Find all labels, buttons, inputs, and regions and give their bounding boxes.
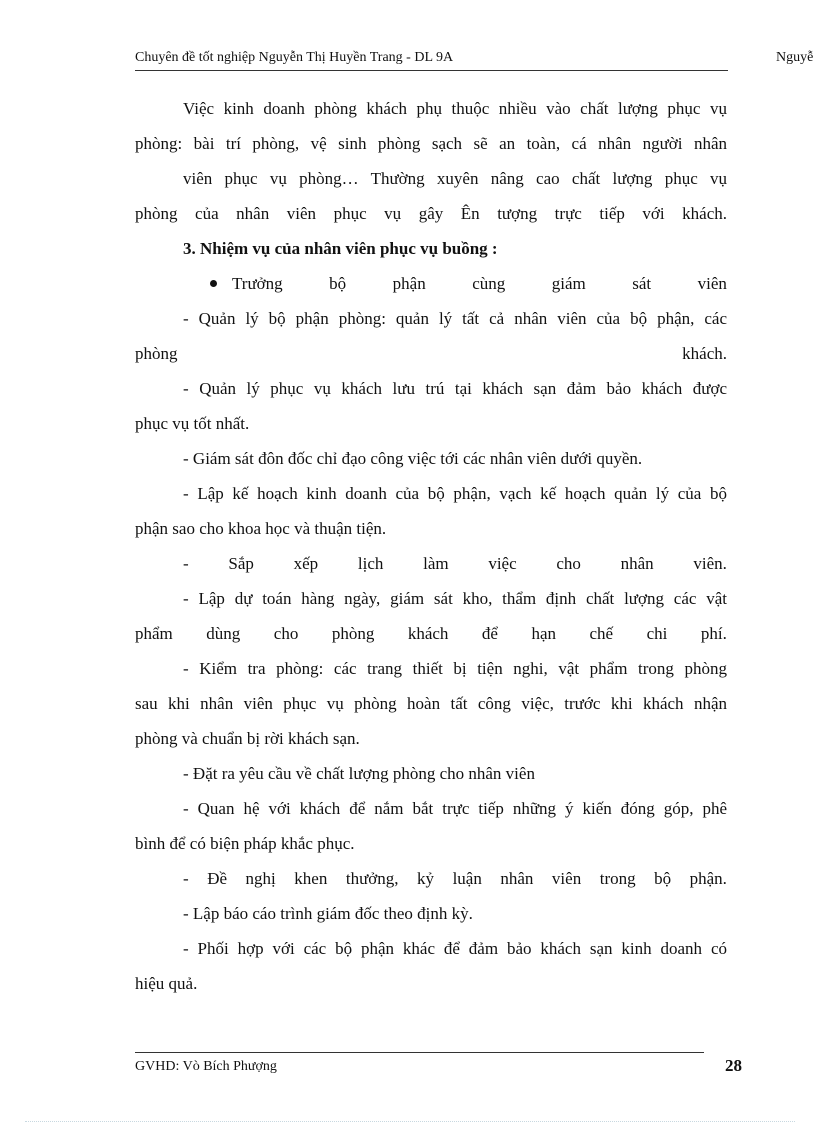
- word: chi: [646, 624, 668, 643]
- word: phận.: [689, 869, 727, 888]
- duty-line: - Lập báo cáo trình giám đốc theo định kỳ.: [183, 904, 473, 923]
- bullet-word: phận: [392, 274, 426, 293]
- word: lịch: [357, 554, 384, 573]
- word: phẩm: [135, 624, 173, 643]
- page-header: Chuyên đề tốt nghiệp Nguyễn Thị Huyền Trang - DL 9A: [135, 48, 728, 71]
- duty-line: hiệu quả.: [135, 974, 198, 993]
- page-number: 28: [725, 1056, 742, 1075]
- duty-line: sau khi nhân viên phục vụ phòng hoàn tất công việc, trước khi khách nhận: [135, 694, 727, 713]
- word: làm: [423, 554, 449, 573]
- duty-line: phục vụ tốt nhất.: [135, 414, 250, 433]
- duty-line: - Lập kế hoạch kinh doanh của bộ phận, vạch kế hoạch quản lý của bộ: [183, 484, 727, 503]
- duty-line-spread: [135, 339, 727, 374]
- word: khách.: [682, 344, 727, 363]
- bullet-word: viên: [697, 274, 727, 293]
- paragraph-line: viên phục vụ phòng… Thường xuyên nâng cao chất lượng phục vụ: [183, 169, 727, 188]
- bullet-word: giám: [551, 274, 586, 293]
- footer-advisor: GVHD: Vò Bích Phượng: [135, 1059, 277, 1074]
- duty-line-spread: [135, 549, 727, 584]
- word: kỷ: [417, 869, 435, 888]
- duty-line: - Quản lý bộ phận phòng: quản lý tất cả nhân viên của bộ phận, các: [183, 309, 727, 328]
- duty-line: - Lập dự toán hàng ngày, giám sát kho, thẩm định chất lượng các vật: [183, 589, 727, 608]
- duty-line: - Giám sát đôn đốc chỉ đạo công việc tới các nhân viên dưới quyền.: [183, 449, 643, 468]
- word: khen: [294, 869, 328, 888]
- duty-line-spread: [135, 619, 727, 654]
- word: bộ: [654, 869, 672, 888]
- word: chế: [589, 624, 614, 643]
- word: để: [481, 624, 498, 643]
- section-heading: 3. Nhiệm vụ của nhân viên phục vụ buồng :: [183, 239, 498, 258]
- bullet-word: cùng: [472, 274, 506, 293]
- word: phí.: [700, 624, 727, 643]
- bullet-item: [135, 269, 727, 304]
- paragraph-line: phòng: bài trí phòng, vệ sinh phòng sạch sẽ an toàn, cá nhân người nhân: [135, 134, 727, 153]
- document-body: [135, 94, 727, 1004]
- word: phòng: [331, 624, 375, 643]
- word: khách: [407, 624, 449, 643]
- duty-line: bình để có biện pháp khắc phục.: [135, 834, 355, 853]
- footer-rule: [135, 1052, 704, 1053]
- word: thưởng,: [345, 869, 399, 888]
- word: viên.: [693, 554, 727, 573]
- word: dùng: [206, 624, 241, 643]
- word: hạn: [531, 624, 557, 643]
- duty-line: - Đặt ra yêu cầu về chất lượng phòng cho nhân viên: [183, 764, 535, 783]
- duty-line: - Kiểm tra phòng: các trang thiết bị tiện nghi, vật phẩm trong phòng: [183, 659, 727, 678]
- duty-line: phận sao cho khoa học và thuận tiện.: [135, 519, 387, 538]
- page-boundary: [25, 1121, 795, 1122]
- word: nghị: [245, 869, 276, 888]
- word: -: [183, 869, 189, 888]
- duty-line: - Quản lý phục vụ khách lưu trú tại khách sạn đảm bảo khách được: [183, 379, 727, 398]
- bullet-word: sát: [632, 274, 652, 293]
- page-header-right: Nguyễ: [776, 50, 814, 65]
- word: trong: [599, 869, 636, 888]
- paragraph-line: Việc kinh doanh phòng khách phụ thuộc nhiều vào chất lượng phục vụ: [183, 99, 727, 118]
- word: luận: [452, 869, 482, 888]
- word: cho: [556, 554, 581, 573]
- word: viên: [551, 869, 582, 888]
- duty-line: - Quan hệ với khách để nắm bắt trực tiếp những ý kiến đóng góp, phê: [183, 799, 727, 818]
- word: việc: [488, 554, 517, 573]
- word: nhân: [500, 869, 534, 888]
- bullet-dot-icon: [210, 280, 217, 287]
- bullet-word: bộ: [329, 274, 347, 293]
- word: Sắp: [228, 554, 254, 573]
- duty-line: - Phối hợp với các bộ phận khác để đảm bảo khách sạn kinh doanh có: [183, 939, 727, 958]
- duty-line-spread: [135, 864, 727, 899]
- duty-line: phòng và chuẩn bị rời khách sạn.: [135, 729, 360, 748]
- bullet-word: Trưởng: [232, 274, 283, 293]
- paragraph-line: phòng của nhân viên phục vụ gây Ên tượng trực tiếp với khách.: [135, 204, 727, 223]
- word: cho: [273, 624, 299, 643]
- word: nhân: [620, 554, 654, 573]
- word: -: [183, 554, 189, 573]
- word: xếp: [293, 554, 319, 573]
- word: phòng: [135, 344, 178, 363]
- word: Đề: [207, 869, 228, 888]
